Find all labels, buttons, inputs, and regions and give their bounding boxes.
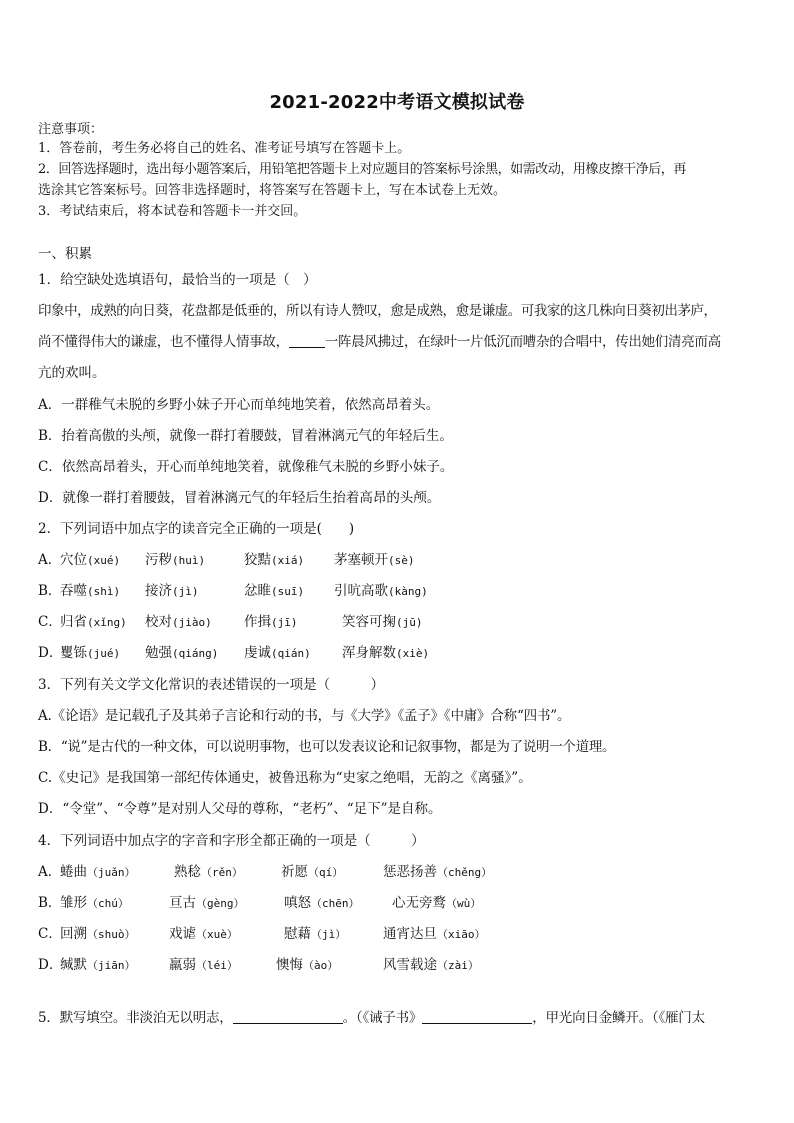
notice-item: 2．回答选择题时，选出每小题答案后，用铅笔把答题卡上对应题目的答案标号涂黑，如需改动，用橡皮擦干净后，再 — [38, 162, 686, 177]
question-4-word: 惩恶扬善（chěng） — [383, 864, 493, 880]
question-4-word: 慰藉（jì） — [284, 926, 347, 942]
question-4-word: 懊悔（ào） — [276, 957, 339, 973]
question-3-option: C.《史记》是我国第一部纪传体通史，被鲁迅称为“史家之绝唱，无韵之《离骚》”。 — [38, 770, 532, 786]
question-5-text: 。（《诫子书》 — [342, 1010, 423, 1026]
question-1-passage-line: 亢的欢叫。 — [38, 365, 106, 381]
question-2-option-label: A． — [38, 552, 62, 568]
question-4-option-label: C． — [38, 926, 62, 942]
question-2-word: 忿睢(suī) — [244, 583, 305, 599]
question-1-passage-line — [38, 333, 760, 351]
question-2-word: 浑身解数(xiè) — [342, 645, 430, 661]
question-2-option-label: C． — [38, 614, 62, 630]
question-2-word: 吞噬(shì) — [60, 583, 121, 599]
question-4-word: 嗔怒（chēn） — [284, 895, 360, 911]
question-2-word: 笑容可掬(jū) — [342, 614, 423, 630]
page-title: 2021-2022中考语文模拟试卷 — [269, 92, 525, 113]
notice-item: 3．考试结束后，将本试卷和答题卡一并交回。 — [38, 204, 307, 219]
notice-heading: 注意事项： — [38, 122, 104, 137]
question-4-option-label: D． — [38, 957, 63, 973]
question-4-word: 雏形（chú） — [60, 895, 129, 911]
notice-item: 1．答卷前，考生务必将自己的姓名、准考证号填写在答题卡上。 — [38, 141, 411, 156]
question-5-text: 5．默写填空。非淡泊无以明志， — [38, 1010, 233, 1026]
question-4-stem: 4．下列词语中加点字的字音和字形全都正确的一项是（ ） — [38, 833, 425, 849]
question-1-option: A．一群稚气未脱的乡野小妹子开心而单纯地笑着，依然高昂着头。 — [38, 397, 440, 413]
question-2-word: 虔诚(qián) — [244, 645, 311, 661]
fill-blank[interactable] — [233, 1009, 343, 1024]
question-2-word: 引吭高歌(kàng) — [334, 583, 428, 599]
fill-blank[interactable] — [422, 1009, 532, 1024]
section-heading: 一、积累 — [38, 246, 92, 262]
question-3-option: B．“说”是古代的一种文体，可以说明事物，也可以发表议论和记叙事物，都是为了说明一个道理。 — [38, 739, 616, 755]
question-4-word: 风雪载途（zài） — [383, 957, 479, 973]
question-2-word: 狡黠(xiá) — [244, 552, 305, 568]
passage-text: 一阵晨风拂过，在绿叶一片低沉而嘈杂的合唱中，传出她们清亮而高 — [324, 334, 721, 350]
question-5-text: ，甲光向日金鳞开。（《雁门太 — [532, 1010, 705, 1026]
question-3-option: D．“令堂”、“令尊”是对别人父母的尊称，“老朽”、“足下”是自称。 — [38, 801, 442, 817]
question-4-word: 通宵达旦（xiāo） — [383, 926, 486, 942]
notice-item: 选涂其它答案标号。回答非选择题时，将答案写在答题卡上，写在本试卷上无效。 — [38, 183, 507, 198]
question-4-word: 心无旁鹜（wù） — [392, 895, 482, 911]
question-4-word: 回溯（shuò） — [60, 926, 136, 942]
question-2-word: 勉强(qiáng) — [145, 645, 219, 661]
passage-text: 尚不懂得伟大的谦虚，也不懂得人情事故， — [38, 334, 289, 350]
question-2-word: 污秽(huì) — [145, 552, 206, 568]
question-2-word: 归省(xǐng) — [60, 614, 127, 630]
fill-blank[interactable] — [289, 333, 325, 348]
question-4-option-label: B． — [38, 895, 62, 911]
question-2-stem: 2．下列词语中加点字的读音完全正确的一项是( ) — [38, 521, 355, 537]
question-1-stem: 1．给空缺处选填语句，最恰当的一项是（ ） — [38, 272, 317, 288]
question-2-word: 穴位(xué) — [60, 552, 121, 568]
question-5-line — [38, 1009, 760, 1027]
question-1-option: D．就像一群打着腰鼓，冒着淋漓元气的年轻后生抬着高昂的头颅。 — [38, 490, 441, 506]
question-1-option: C．依然高昂着头，开心而单纯地笑着，就像稚气未脱的乡野小妹子。 — [38, 459, 454, 475]
question-1-option: B．抬着高傲的头颅，就像一群打着腰鼓，冒着淋漓元气的年轻后生。 — [38, 428, 453, 444]
question-4-word: 戏谑（xuè） — [169, 926, 238, 942]
question-4-word: 祈愿（qí） — [281, 864, 344, 880]
question-2-word: 作揖(jī) — [244, 614, 298, 630]
question-4-word: 蜷曲（juǎn） — [60, 864, 136, 880]
question-2-option-label: D． — [38, 645, 63, 661]
question-2-word: 茅塞顿开(sè) — [334, 552, 415, 568]
question-2-option-label: B． — [38, 583, 62, 599]
question-1-passage-line: 印象中，成熟的向日葵，花盘都是低垂的，所以有诗人赞叹，愈是成熟，愈是谦虚。可我家的这几株向日葵初出茅庐， — [38, 303, 717, 319]
question-3-stem: 3．下列有关文学文化常识的表述错误的一项是（ ） — [38, 677, 385, 693]
question-2-word: 矍铄(jué) — [60, 645, 121, 661]
question-2-word: 校对(jiào) — [145, 614, 212, 630]
question-3-option: A.《论语》是记载孔子及其弟子言论和行动的书，与《大学》《孟子》《中庸》合称“四书”。 — [38, 708, 571, 724]
question-4-word: 羸弱（léi） — [169, 957, 238, 973]
question-4-option-label: A． — [38, 864, 62, 880]
question-4-word: 亘古（gèng） — [169, 895, 245, 911]
question-2-word: 接济(jì) — [145, 583, 199, 599]
question-4-word: 熟稔（rěn） — [174, 864, 243, 880]
question-4-word: 缄默（jiān） — [60, 957, 136, 973]
